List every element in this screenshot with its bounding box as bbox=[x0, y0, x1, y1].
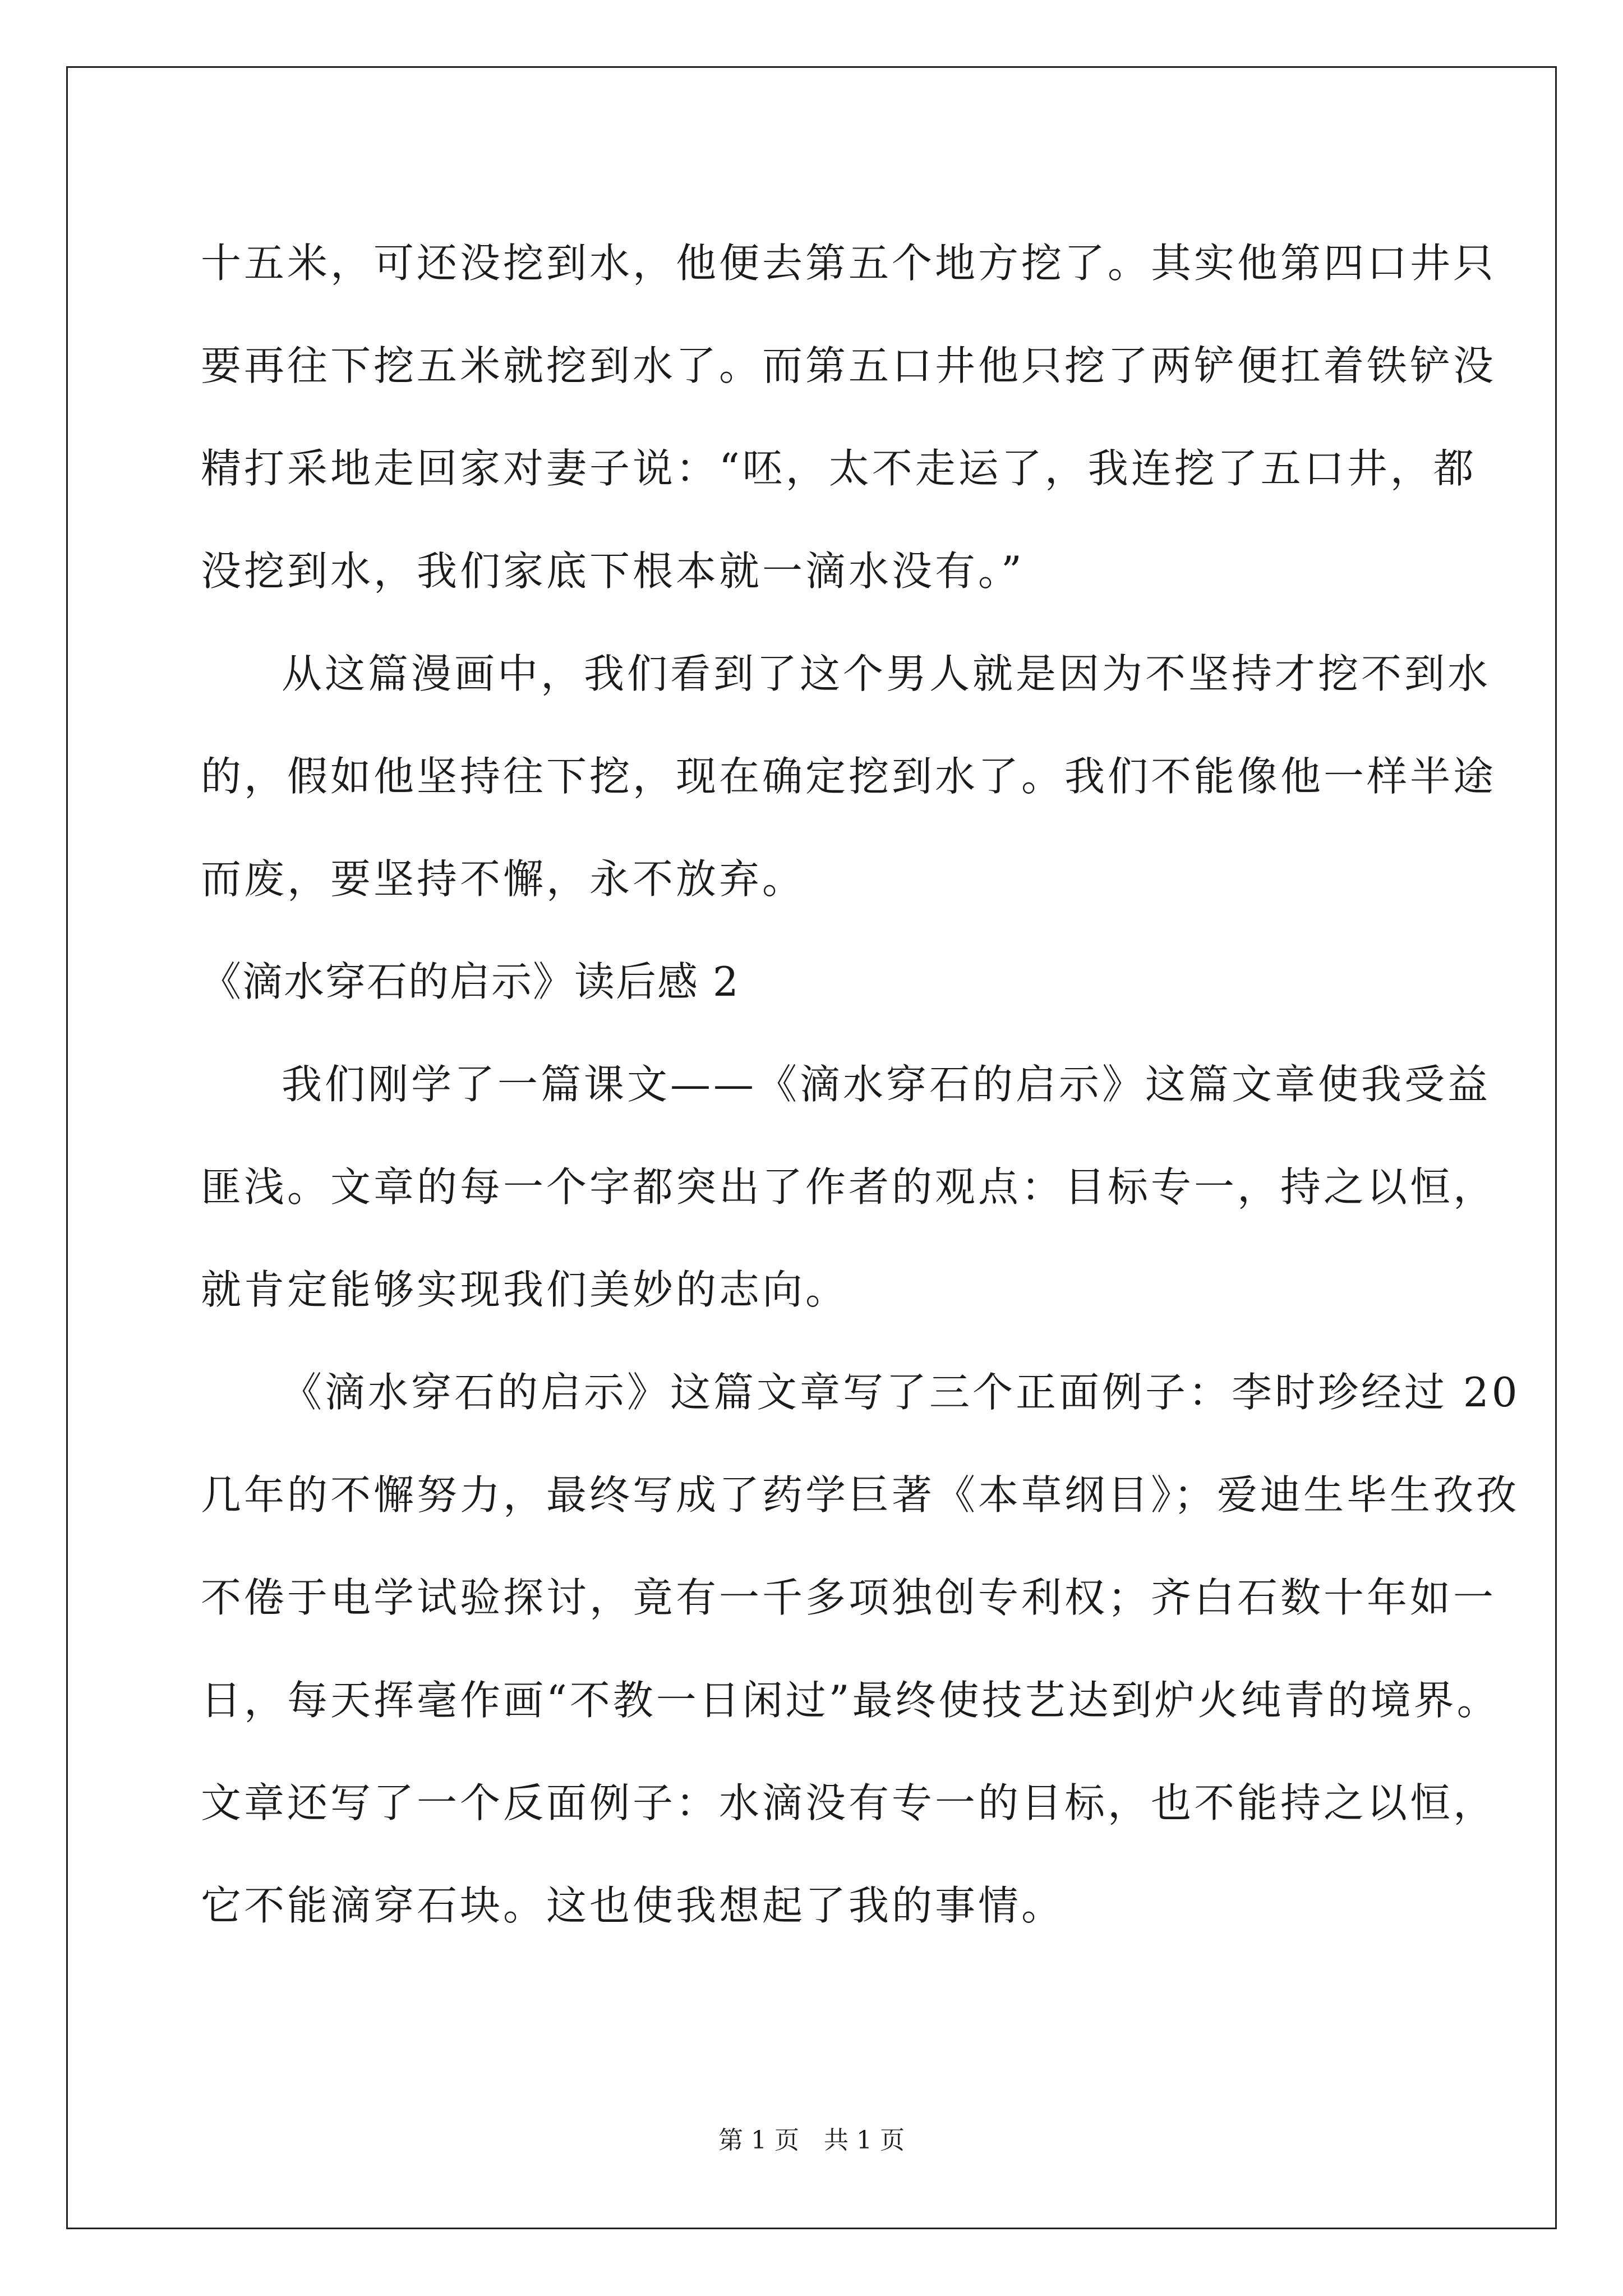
paragraph-first-line: 《滴水穿石的启示》这篇文章写了三个正面例子：李时珍经过 20 bbox=[282, 1369, 1520, 1416]
text-line: 精打采地走回家对妻子说：“呸，太不走运了，我连挖了五口井，都 bbox=[201, 445, 1477, 492]
text-line: 就肯定能够实现我们美妙的志向。 bbox=[201, 1266, 849, 1313]
section-heading: 《滴水穿石的启示》读后感 2 bbox=[201, 958, 740, 1005]
text-line: 而废，要坚持不懈，永不放弃。 bbox=[201, 855, 806, 903]
text-line: 没挖到水，我们家底下根本就一滴水没有。” bbox=[201, 547, 1025, 595]
text-line: 的，假如他坚持往下挖，现在确定挖到水了。我们不能像他一样半途 bbox=[201, 753, 1497, 800]
text-line: 文章还写了一个反面例子：水滴没有专一的目标，也不能持之以恒， bbox=[201, 1779, 1497, 1826]
text-line: 几年的不懈努力，最终写成了药学巨著《本草纲目》；爱迪生毕生孜孜 bbox=[201, 1471, 1520, 1519]
document-body bbox=[201, 212, 1520, 1957]
page-number: 第 1 页 共 1 页 bbox=[718, 2126, 905, 2155]
paragraph-first-line: 从这篇漫画中，我们看到了这个男人就是因为不坚持才挖不到水 bbox=[282, 650, 1491, 697]
text-line: 它不能滴穿石块。这也使我想起了我的事情。 bbox=[201, 1882, 1065, 1929]
text-line: 匪浅。文章的每一个字都突出了作者的观点：目标专一，持之以恒， bbox=[201, 1163, 1497, 1211]
paragraph-first-line: 我们刚学了一篇课文——《滴水穿石的启示》这篇文章使我受益 bbox=[282, 1061, 1491, 1108]
page-footer bbox=[0, 2124, 1623, 2157]
text-line: 日，每天挥毫作画“不教一日闲过”最终使技艺达到炉火纯青的境界。 bbox=[201, 1677, 1500, 1724]
text-line: 不倦于电学试验探讨，竟有一千多项独创专利权；齐白石数十年如一 bbox=[201, 1574, 1497, 1621]
text-line: 要再往下挖五米就挖到水了。而第五口井他只挖了两铲便扛着铁铲没 bbox=[201, 342, 1497, 389]
text-line: 十五米，可还没挖到水，他便去第五个地方挖了。其实他第四口井只 bbox=[201, 240, 1497, 287]
